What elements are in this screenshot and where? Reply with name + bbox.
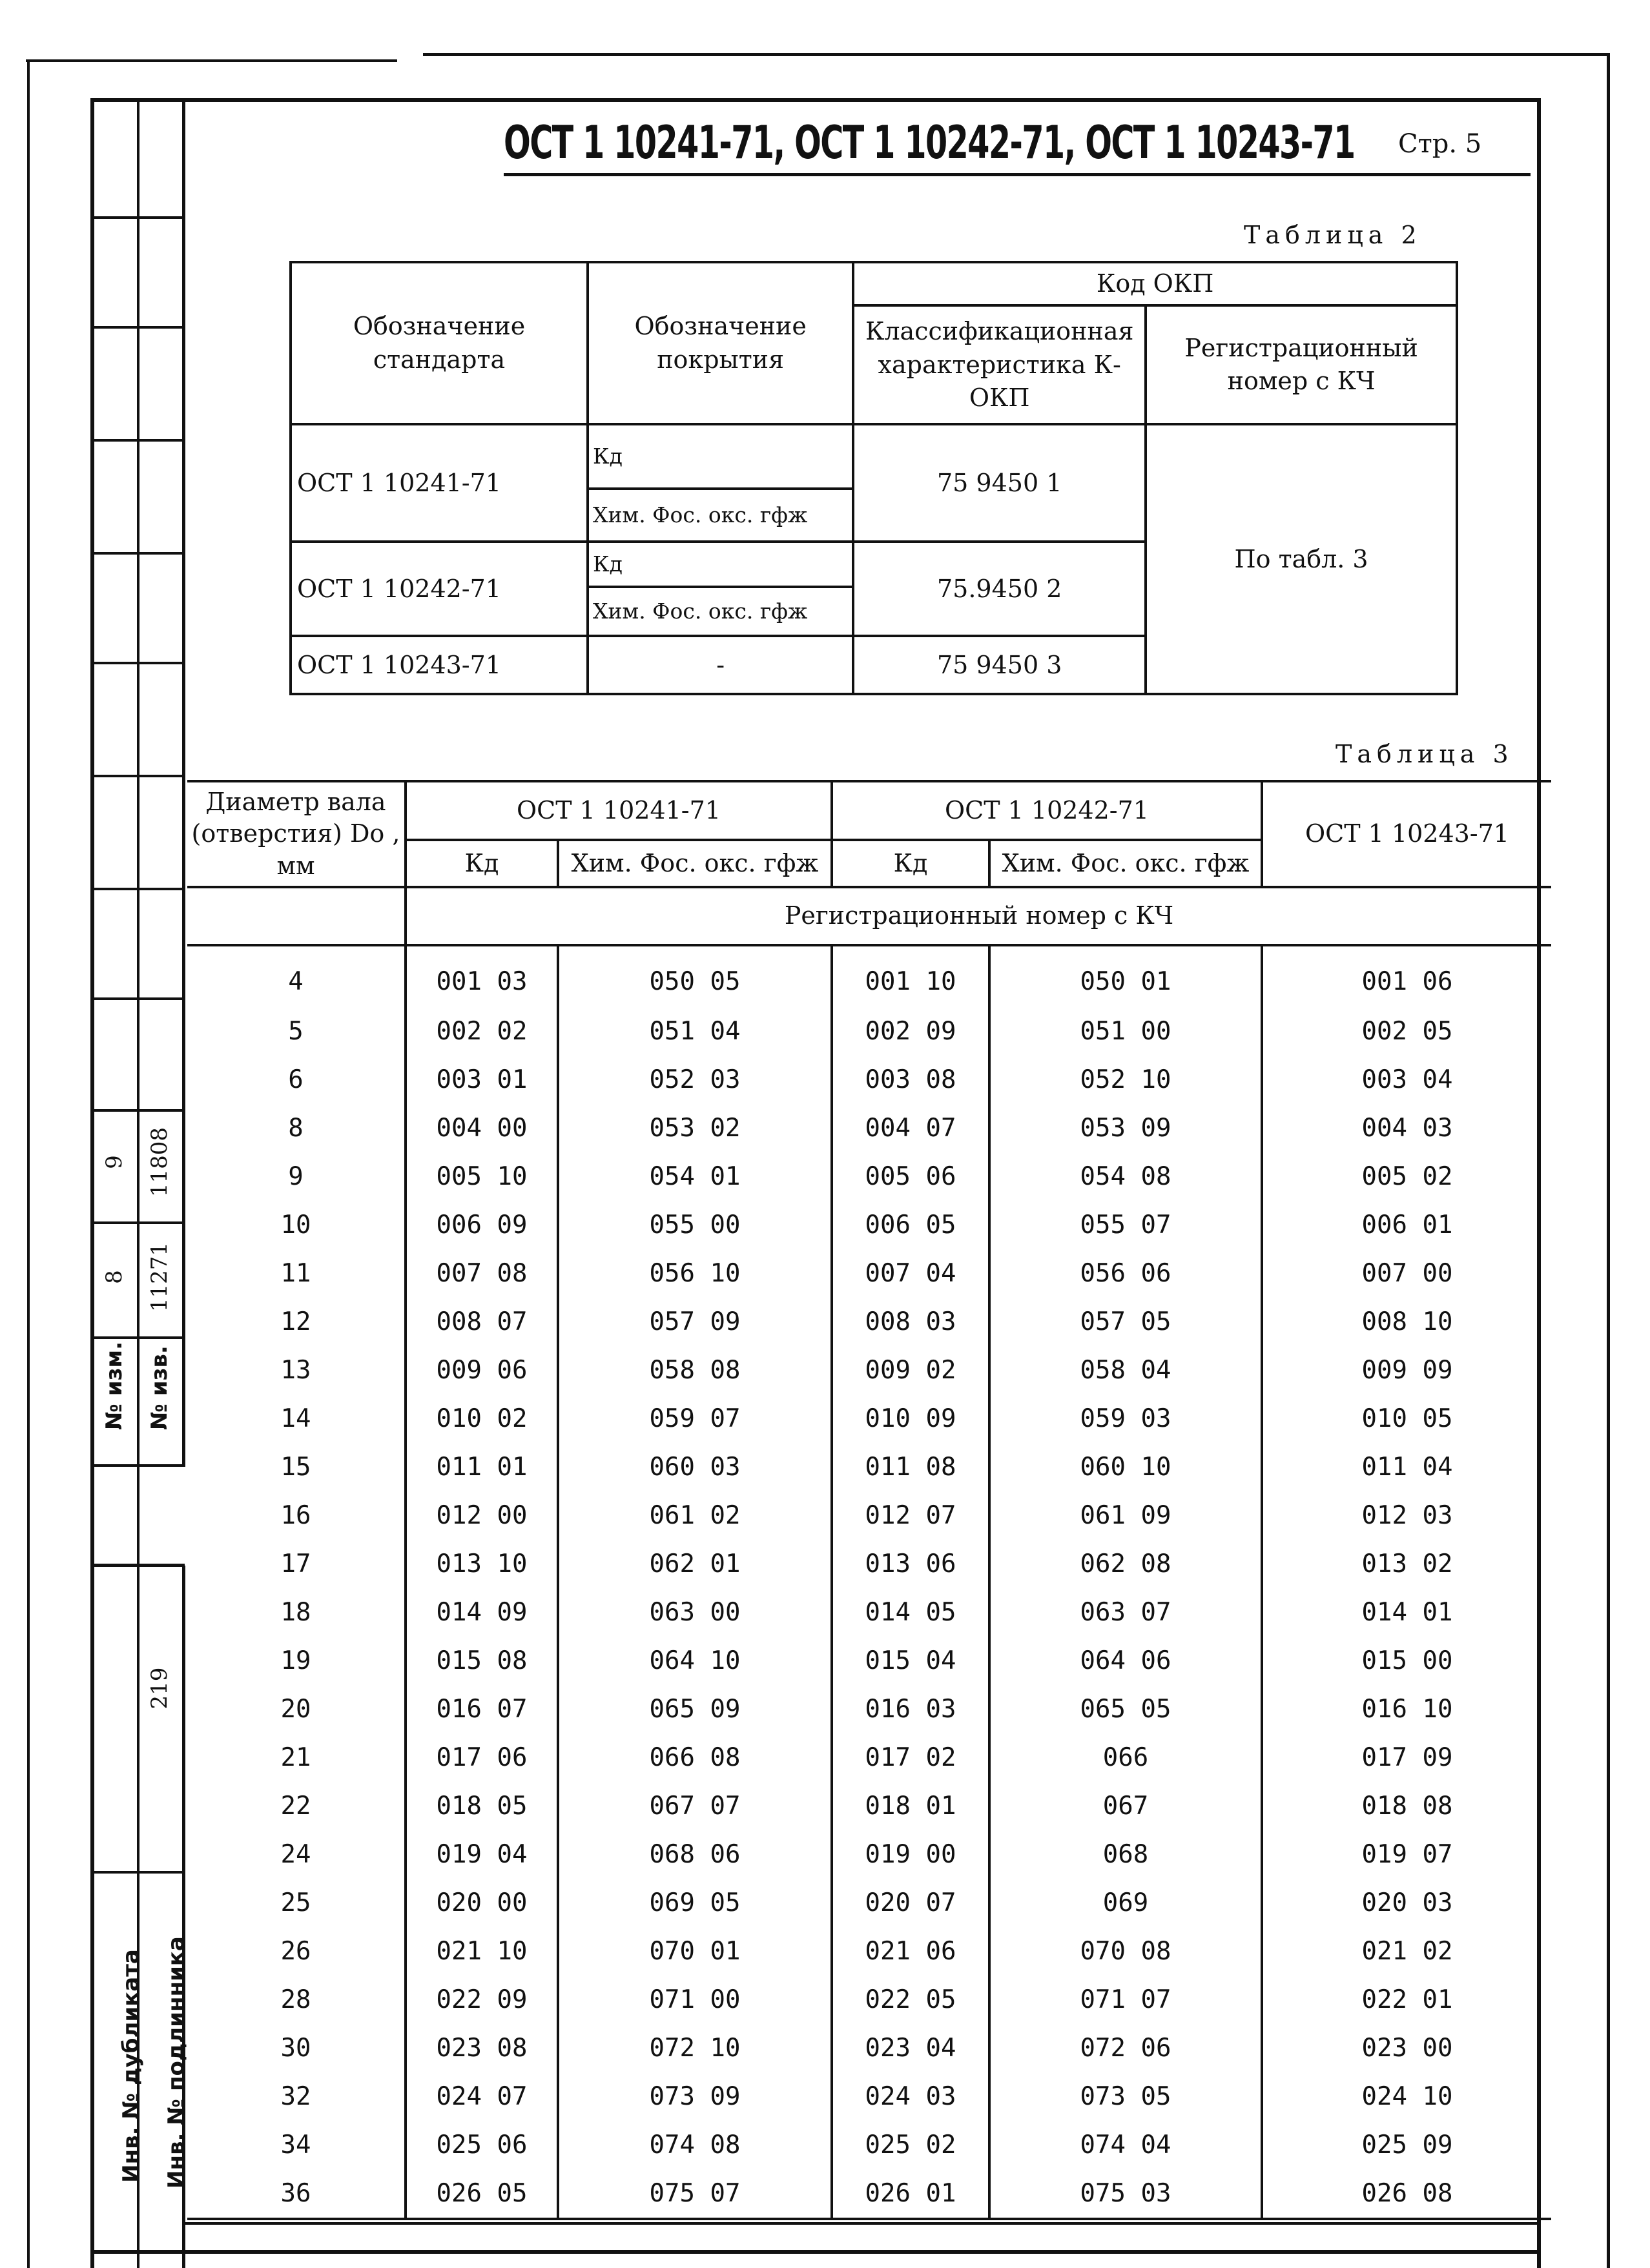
table3-cell-diameter: 18 — [187, 1588, 406, 1637]
document-title: ОСТ 1 10241-71, ОСТ 1 10242-71, ОСТ 1 10243-71 — [504, 116, 1355, 169]
table3-cell-std2-kd: 008 03 — [832, 1298, 989, 1346]
table3-cell-std2-kd: 010 09 — [832, 1395, 989, 1443]
table3-cell-std2-chem: 073 05 — [989, 2072, 1262, 2121]
table3-cell-std1-kd: 017 06 — [406, 1733, 558, 1782]
table3-cell-std1-chem: 070 01 — [558, 1927, 832, 1976]
table3-cell-diameter: 17 — [187, 1540, 406, 1588]
table3-cell-diameter: 5 — [187, 1007, 406, 1056]
table3-cell-std2-kd: 002 09 — [832, 1007, 989, 1056]
table3-cell-std1-kd: 001 03 — [406, 945, 558, 1007]
table3-cell-std1-chem: 065 09 — [558, 1685, 832, 1733]
table3-cell-std2-chem: 067 — [989, 1782, 1262, 1830]
table3-bottom-rule — [185, 2222, 1537, 2225]
table3-cell-std3: 007 00 — [1262, 1249, 1551, 1298]
table3-cell-diameter: 12 — [187, 1298, 406, 1346]
table3-cell-std3: 004 03 — [1262, 1104, 1551, 1152]
table3-cell-diameter: 13 — [187, 1346, 406, 1395]
table2-registration-value: По табл. 3 — [1146, 424, 1457, 694]
table-row — [187, 1056, 1551, 1104]
table2-row3-code: 75 9450 3 — [853, 636, 1146, 694]
table3-cell-std2-kd: 018 01 — [832, 1782, 989, 1830]
table3-cell-std3: 022 01 — [1262, 1976, 1551, 2024]
table3-cell-std1-kd: 026 05 — [406, 2169, 558, 2219]
table3-cell-std3: 001 06 — [1262, 945, 1551, 1007]
table-row — [187, 1152, 1551, 1201]
table3-cell-diameter: 34 — [187, 2121, 406, 2169]
table3-cell-std3: 020 03 — [1262, 1879, 1551, 1927]
table3-cell-std2-chem: 074 04 — [989, 2121, 1262, 2169]
frame-top-left-stroke — [26, 59, 397, 62]
table2-header-registration: Регистрационный номер с КЧ — [1146, 305, 1457, 424]
table3-cell-std1-kd: 023 08 — [406, 2024, 558, 2072]
stamp-tick — [90, 326, 185, 329]
table2-header-coating: Обозначение покрытия — [588, 262, 853, 424]
table3-cell-std1-kd: 016 07 — [406, 1685, 558, 1733]
table3-cell-std2-chem: 064 06 — [989, 1637, 1262, 1685]
table3-cell-std1-chem: 051 04 — [558, 1007, 832, 1056]
table3-cell-diameter: 16 — [187, 1491, 406, 1540]
table3-cell-std1-kd: 022 09 — [406, 1976, 558, 2024]
table3-cell-std2-chem: 054 08 — [989, 1152, 1262, 1201]
table3-cell-std1-chem: 073 09 — [558, 2072, 832, 2121]
table3-cell-std2-chem: 057 05 — [989, 1298, 1262, 1346]
table-row — [187, 1830, 1551, 1879]
table3-cell-std3: 005 02 — [1262, 1152, 1551, 1201]
table3-cell-std1-chem: 054 01 — [558, 1152, 832, 1201]
table3-cell-diameter: 9 — [187, 1152, 406, 1201]
table3-cell-std2-kd: 005 06 — [832, 1152, 989, 1201]
table-row — [187, 1443, 1551, 1491]
table3-cell-std2-kd: 003 08 — [832, 1056, 989, 1104]
notice-number-label: № изв. — [147, 1345, 172, 1430]
table3-cell-std2-kd: 016 03 — [832, 1685, 989, 1733]
table3-header-std2: ОСТ 1 10242-71 — [832, 781, 1262, 840]
table3-cell-std1-chem: 072 10 — [558, 2024, 832, 2072]
table3-cell-std2-kd: 025 02 — [832, 2121, 989, 2169]
table2-row1-coating-2: Хим. Фос. окс. гфж — [588, 489, 853, 542]
table3-cell-std2-kd: 001 10 — [832, 945, 989, 1007]
table2-row1-coating-1: Кд — [588, 424, 853, 489]
table3-cell-diameter: 22 — [187, 1782, 406, 1830]
table3-cell-std1-kd: 018 05 — [406, 1782, 558, 1830]
table2-row2-code: 75.9450 2 — [853, 542, 1146, 636]
table3-cell-std2-chem: 055 07 — [989, 1201, 1262, 1249]
table3-cell-std2-kd: 026 01 — [832, 2169, 989, 2219]
table3-cell-std1-kd: 008 07 — [406, 1298, 558, 1346]
table3-cell-std3: 008 10 — [1262, 1298, 1551, 1346]
table3-cell-diameter: 10 — [187, 1201, 406, 1249]
table3-cell-std1-kd: 007 08 — [406, 1249, 558, 1298]
table3-cell-std1-chem: 060 03 — [558, 1443, 832, 1491]
table3-cell-diameter: 15 — [187, 1443, 406, 1491]
table2-label: Таблица 2 — [1244, 221, 1422, 249]
table3-cell-std3: 012 03 — [1262, 1491, 1551, 1540]
table3-cell-std2-chem: 075 03 — [989, 2169, 1262, 2219]
table3-cell-std2-kd: 021 06 — [832, 1927, 989, 1976]
table3-cell-std1-chem: 066 08 — [558, 1733, 832, 1782]
table3-cell-std3: 018 08 — [1262, 1782, 1551, 1830]
table-row — [187, 1685, 1551, 1733]
table3-cell-std1-kd: 012 00 — [406, 1491, 558, 1540]
table-row — [187, 2169, 1551, 2219]
table3-cell-diameter: 8 — [187, 1104, 406, 1152]
table3-header-std1-chem: Хим. Фос. окс. гфж — [558, 840, 832, 887]
table2-header-classification: Классификационная характеристика К-ОКП — [853, 305, 1146, 424]
table3-cell-std2-chem: 068 — [989, 1830, 1262, 1879]
table3-cell-std3: 023 00 — [1262, 2024, 1551, 2072]
table3-cell-diameter: 14 — [187, 1395, 406, 1443]
table3-cell-std1-kd: 020 00 — [406, 1879, 558, 1927]
table-row — [187, 2121, 1551, 2169]
table3-cell-std3: 003 04 — [1262, 1056, 1551, 1104]
stamp-tick — [90, 1871, 185, 1874]
table3-cell-std3: 014 01 — [1262, 1588, 1551, 1637]
table3-cell-std2-chem: 063 07 — [989, 1588, 1262, 1637]
table3-cell-std3: 013 02 — [1262, 1540, 1551, 1588]
table3-cell-std3: 017 09 — [1262, 1733, 1551, 1782]
notice-number-11808: 11808 — [147, 1127, 172, 1198]
table3-cell-std1-chem: 063 00 — [558, 1588, 832, 1637]
table3-cell-std2-kd: 020 07 — [832, 1879, 989, 1927]
stamp-right-border — [182, 98, 185, 1467]
stamp-tick — [90, 1464, 185, 1467]
table3-cell-std2-chem: 053 09 — [989, 1104, 1262, 1152]
table-row — [187, 1879, 1551, 1927]
inventory-original-number: 219 — [147, 1667, 172, 1710]
table3-body — [187, 945, 1551, 2219]
table3-label: Таблица 3 — [1335, 740, 1514, 768]
table3-cell-std2-chem: 058 04 — [989, 1346, 1262, 1395]
title-underline — [504, 173, 1531, 176]
table3-cell-std2-kd: 009 02 — [832, 1346, 989, 1395]
table3-cell-std2-chem: 069 — [989, 1879, 1262, 1927]
table3-cell-diameter: 28 — [187, 1976, 406, 2024]
table2-row2-standard: ОСТ 1 10242-71 — [291, 542, 588, 636]
table-row — [187, 945, 1551, 1007]
inventory-original-label: Инв. № подлинника — [163, 1936, 189, 2189]
table3-cell-std1-chem: 058 08 — [558, 1346, 832, 1395]
notice-number-11271: 11271 — [147, 1241, 172, 1313]
table3-cell-std2-chem: 061 09 — [989, 1491, 1262, 1540]
table2-row3-standard: ОСТ 1 10243-71 — [291, 636, 588, 694]
table3-cell-std2-chem: 052 10 — [989, 1056, 1262, 1104]
table3-cell-std2-kd: 022 05 — [832, 1976, 989, 2024]
table-row — [187, 1976, 1551, 2024]
table3-cell-std2-kd: 007 04 — [832, 1249, 989, 1298]
table3-cell-std2-chem: 070 08 — [989, 1927, 1262, 1976]
frame-left-stroke — [27, 59, 30, 2268]
frame-right-stroke — [1607, 53, 1610, 2268]
table3-cell-std2-chem: 072 06 — [989, 2024, 1262, 2072]
table-row — [187, 2072, 1551, 2121]
table2-row1-code: 75 9450 1 — [853, 424, 1146, 542]
table-row — [187, 1007, 1551, 1056]
table3-cell-std1-kd: 005 10 — [406, 1152, 558, 1201]
table3-cell-std3: 002 05 — [1262, 1007, 1551, 1056]
table3-cell-std2-chem: 051 00 — [989, 1007, 1262, 1056]
table-row — [187, 1927, 1551, 1976]
table3-cell-std3: 006 01 — [1262, 1201, 1551, 1249]
table3-cell-diameter: 32 — [187, 2072, 406, 2121]
table3-cell-std1-chem: 056 10 — [558, 1249, 832, 1298]
inventory-duplicate-label: Инв. № дубликата — [118, 1949, 144, 2183]
table3-cell-std1-kd: 010 02 — [406, 1395, 558, 1443]
stamp-tick — [90, 1109, 185, 1112]
table3-cell-std1-kd: 011 01 — [406, 1443, 558, 1491]
table3-cell-std1-chem: 071 00 — [558, 1976, 832, 2024]
table2-header-okp-code: Код ОКП — [853, 262, 1457, 305]
stamp-tick — [90, 888, 185, 890]
table-2 — [289, 261, 1458, 695]
table3-cell-std1-chem: 053 02 — [558, 1104, 832, 1152]
stamp-tick — [90, 552, 185, 555]
table3-cell-std2-chem: 071 07 — [989, 1976, 1262, 2024]
table-row — [187, 1733, 1551, 1782]
stamp-tick — [90, 662, 185, 664]
table3-cell-std3: 015 00 — [1262, 1637, 1551, 1685]
table3-cell-std1-chem: 062 01 — [558, 1540, 832, 1588]
frame-top-right-stroke — [423, 53, 1608, 56]
stamp-tick — [90, 1564, 185, 1567]
table3-cell-std3: 024 10 — [1262, 2072, 1551, 2121]
table3-cell-std2-chem: 065 05 — [989, 1685, 1262, 1733]
table3-cell-diameter: 6 — [187, 1056, 406, 1104]
table-row — [187, 1346, 1551, 1395]
table3-cell-std3: 025 09 — [1262, 2121, 1551, 2169]
table3-cell-std1-chem: 059 07 — [558, 1395, 832, 1443]
stamp-tick — [90, 216, 185, 219]
table3-cell-std3: 021 02 — [1262, 1927, 1551, 1976]
table3-cell-std1-kd: 013 10 — [406, 1540, 558, 1588]
table3-cell-std3: 009 09 — [1262, 1346, 1551, 1395]
table3-cell-std1-chem: 061 02 — [558, 1491, 832, 1540]
table3-cell-std2-chem: 059 03 — [989, 1395, 1262, 1443]
table3-header-std1: ОСТ 1 10241-71 — [406, 781, 832, 840]
table2-row1-standard: ОСТ 1 10241-71 — [291, 424, 588, 542]
table3-cell-std2-kd: 017 02 — [832, 1733, 989, 1782]
table3-cell-std1-chem: 067 07 — [558, 1782, 832, 1830]
table3-header-std2-kd: Кд — [832, 840, 989, 887]
table3-cell-std3: 019 07 — [1262, 1830, 1551, 1879]
table2-header-standard: Обозначение стандарта — [291, 262, 588, 424]
change-number-8: 8 — [101, 1270, 127, 1284]
stamp-tick — [90, 439, 185, 442]
table3-cell-std1-chem: 057 09 — [558, 1298, 832, 1346]
table3-cell-std1-kd: 025 06 — [406, 2121, 558, 2169]
stamp-tick — [90, 997, 185, 1000]
table3-cell-std2-chem: 060 10 — [989, 1443, 1262, 1491]
table2-row2-coating-1: Кд — [588, 542, 853, 587]
table3-cell-std1-kd: 009 06 — [406, 1346, 558, 1395]
table3-cell-std2-kd: 004 07 — [832, 1104, 989, 1152]
table3-cell-diameter: 30 — [187, 2024, 406, 2072]
table3-cell-std2-kd: 006 05 — [832, 1201, 989, 1249]
table3-cell-std2-chem: 062 08 — [989, 1540, 1262, 1588]
table-row — [187, 2024, 1551, 2072]
table-row — [187, 1637, 1551, 1685]
table-row — [187, 1491, 1551, 1540]
table-row — [187, 1395, 1551, 1443]
table3-cell-diameter: 24 — [187, 1830, 406, 1879]
table-row — [187, 1249, 1551, 1298]
table3-cell-std3: 010 05 — [1262, 1395, 1551, 1443]
table3-header-std3: ОСТ 1 10243-71 — [1262, 781, 1551, 887]
table-row — [187, 1782, 1551, 1830]
stamp-tick — [90, 1221, 185, 1224]
table3-cell-std1-kd: 003 01 — [406, 1056, 558, 1104]
table-row — [187, 1104, 1551, 1152]
table3-cell-std2-chem: 056 06 — [989, 1249, 1262, 1298]
page-number: Стр. 5 — [1398, 129, 1482, 159]
table2-row3-coating: - — [588, 636, 853, 694]
table3-cell-std1-chem: 050 05 — [558, 945, 832, 1007]
table-3 — [187, 780, 1551, 2220]
table3-cell-diameter: 26 — [187, 1927, 406, 1976]
table3-cell-std2-kd: 024 03 — [832, 2072, 989, 2121]
table3-header-std2-chem: Хим. Фос. окс. гфж — [989, 840, 1262, 887]
table3-cell-diameter: 21 — [187, 1733, 406, 1782]
table3-cell-std1-kd: 021 10 — [406, 1927, 558, 1976]
table3-header-std1-kd: Кд — [406, 840, 558, 887]
change-number-9: 9 — [101, 1155, 127, 1169]
table3-cell-std2-chem: 050 01 — [989, 945, 1262, 1007]
table3-cell-diameter: 36 — [187, 2169, 406, 2219]
table3-cell-std1-kd: 004 00 — [406, 1104, 558, 1152]
table3-cell-std2-chem: 066 — [989, 1733, 1262, 1782]
table3-cell-std1-kd: 006 09 — [406, 1201, 558, 1249]
inner-frame-left — [90, 98, 94, 2268]
table3-header-diameter-text: Диаметр вала (отверстия) Dо , мм — [191, 788, 400, 880]
table3-cell-std3: 026 08 — [1262, 2169, 1551, 2219]
table3-cell-std1-kd: 024 07 — [406, 2072, 558, 2121]
table3-cell-std1-chem: 055 00 — [558, 1201, 832, 1249]
table3-cell-std3: 011 04 — [1262, 1443, 1551, 1491]
table3-cell-diameter: 4 — [187, 945, 406, 1007]
table3-header-registration: Регистрационный номер с КЧ — [406, 887, 1551, 945]
table3-cell-std2-kd: 011 08 — [832, 1443, 989, 1491]
table3-cell-diameter: 20 — [187, 1685, 406, 1733]
table3-header-diameter — [187, 781, 406, 887]
table3-cell-std1-chem: 075 07 — [558, 2169, 832, 2219]
table-row — [187, 1298, 1551, 1346]
table3-cell-diameter: 19 — [187, 1637, 406, 1685]
table3-cell-std1-kd: 015 08 — [406, 1637, 558, 1685]
table3-cell-std2-kd: 014 05 — [832, 1588, 989, 1637]
table3-header-diameter-continued — [187, 887, 406, 945]
change-number-label: № изм. — [101, 1341, 127, 1430]
table3-cell-std1-chem: 064 10 — [558, 1637, 832, 1685]
table3-cell-std1-kd: 019 04 — [406, 1830, 558, 1879]
table3-cell-diameter: 11 — [187, 1249, 406, 1298]
table3-cell-diameter: 25 — [187, 1879, 406, 1927]
inner-frame-top — [90, 98, 1540, 102]
stamp-tick — [90, 775, 185, 777]
table-row — [187, 1540, 1551, 1588]
table3-cell-std1-kd: 002 02 — [406, 1007, 558, 1056]
table3-cell-std1-chem: 069 05 — [558, 1879, 832, 1927]
table3-cell-std1-kd: 014 09 — [406, 1588, 558, 1637]
stamp-tick — [90, 1336, 185, 1339]
table3-cell-std2-kd: 013 06 — [832, 1540, 989, 1588]
table-row — [187, 1201, 1551, 1249]
table3-cell-std3: 016 10 — [1262, 1685, 1551, 1733]
table3-cell-std1-chem: 074 08 — [558, 2121, 832, 2169]
table-row — [187, 1588, 1551, 1637]
stamp-divider — [137, 98, 139, 2268]
table3-cell-std2-kd: 023 04 — [832, 2024, 989, 2072]
table3-cell-std2-kd: 019 00 — [832, 1830, 989, 1879]
table3-cell-std2-kd: 015 04 — [832, 1637, 989, 1685]
table3-cell-std1-chem: 052 03 — [558, 1056, 832, 1104]
table2-row2-coating-2: Хим. Фос. окс. гфж — [588, 587, 853, 636]
table3-cell-std2-kd: 012 07 — [832, 1491, 989, 1540]
bottom-frame-line — [90, 2250, 1540, 2254]
table3-cell-std1-chem: 068 06 — [558, 1830, 832, 1879]
